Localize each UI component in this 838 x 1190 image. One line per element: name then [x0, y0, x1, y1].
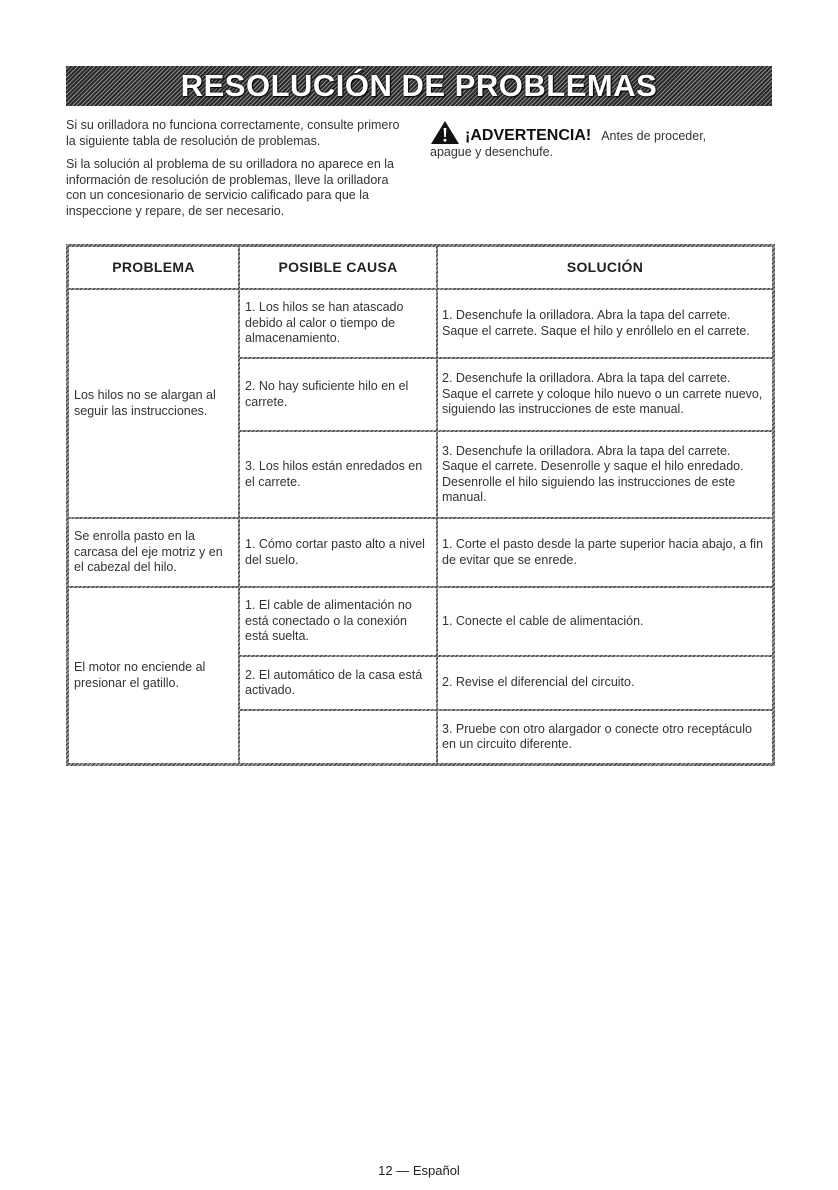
- header-problem: PROBLEMA: [69, 247, 238, 288]
- cause-cell: [240, 432, 436, 517]
- troubleshooting-table: [66, 244, 775, 766]
- cause-cell: [240, 711, 436, 763]
- cause-text: 2. No hay suficiente hilo en el carrete.: [245, 379, 409, 409]
- intro-text: [66, 118, 411, 227]
- problem-cell: [69, 519, 238, 586]
- problem-text: Los hilos no se alargan al seguir las instrucciones.: [74, 388, 216, 418]
- cause-text: 1. Cómo cortar pasto alto a nivel del suelo.: [245, 537, 425, 567]
- cause-cell: [240, 657, 436, 709]
- solution-text: 1. Conecte el cable de alimentación.: [442, 613, 644, 628]
- warning-triangle-icon: [430, 120, 460, 145]
- title-banner: [66, 66, 772, 106]
- header-cause: POSIBLE CAUSA: [240, 247, 436, 288]
- cause-text: 2. El automático de la casa está activado.: [245, 667, 423, 697]
- cause-text: 3. Los hilos están enredados en el carrete.: [245, 459, 423, 489]
- solution-cell: [438, 432, 772, 517]
- cause-text: 1. Los hilos se han atascado debido al calor o tiempo de almacenamiento.: [245, 300, 404, 346]
- solution-cell: [438, 519, 772, 586]
- problem-text: El motor no enciende al presionar el gatillo.: [74, 660, 206, 690]
- cause-cell: [240, 519, 436, 586]
- problem-cell: [69, 290, 238, 517]
- problem-cell: [69, 588, 238, 763]
- solution-text: 1. Corte el pasto desde la parte superior hacia abajo, a fin de evitar que se enrede.: [442, 537, 764, 567]
- problem-text: Se enrolla pasto en la carcasa del eje motriz y en el cabezal del hilo.: [74, 529, 223, 575]
- solution-cell: [438, 359, 772, 430]
- warning-title: ¡ADVERTENCIA!: [465, 127, 592, 144]
- solution-text: 1. Desenchufe la orilladora. Abra la tapa del carrete. Saque el carrete. Saque el hilo y enróllelo en el carrete.: [442, 308, 750, 338]
- cause-text: 1. El cable de alimentación no está conectado o la conexión está suelta.: [245, 598, 412, 644]
- solution-cell: [438, 657, 772, 709]
- warning-text-part-2: apague y desenchufe.: [430, 145, 554, 159]
- solution-text: 3. Pruebe con otro alargador o conecte otro receptáculo en un circuito diferente.: [442, 721, 752, 751]
- solution-cell: [438, 588, 772, 655]
- header-solution: SOLUCIÓN: [438, 247, 772, 288]
- cause-cell: [240, 588, 436, 655]
- page-footer: 12 — Español: [378, 1163, 460, 1178]
- cause-cell: [240, 290, 436, 357]
- warning-notice: [430, 120, 775, 160]
- solution-cell: [438, 711, 772, 763]
- cause-cell: [240, 359, 436, 430]
- solution-text: 2. Desenchufe la orilladora. Abra la tapa del carrete. Saque el carrete y coloque hilo nuevo o un carrete nuevo, siguiendo las instrucciones de este manual.: [442, 371, 763, 417]
- intro-paragraph-1: Si su orilladora no funciona correctamente, consulte primero la siguiente tabla de resolución de problemas.: [66, 118, 400, 148]
- solution-text: 2. Revise el diferencial del circuito.: [442, 675, 635, 690]
- page-title: RESOLUCIÓN DE PROBLEMAS: [180, 68, 658, 103]
- solution-cell: [438, 290, 772, 357]
- intro-paragraph-2: Si la solución al problema de su orilladora no aparece en la información de resolución de problemas, lleve la orilladora con un concesionario de servicio calificado para que la inspeccione y repare, de ser necesario.: [66, 157, 394, 218]
- warning-text-part-1: Antes de proceder,: [601, 129, 707, 143]
- solution-text: 3. Desenchufe la orilladora. Abra la tapa del carrete. Saque el carrete. Desenrolle y saque el hilo enredado. Desenrolle el hilo siguiendo las instrucciones de este manual.: [442, 443, 744, 504]
